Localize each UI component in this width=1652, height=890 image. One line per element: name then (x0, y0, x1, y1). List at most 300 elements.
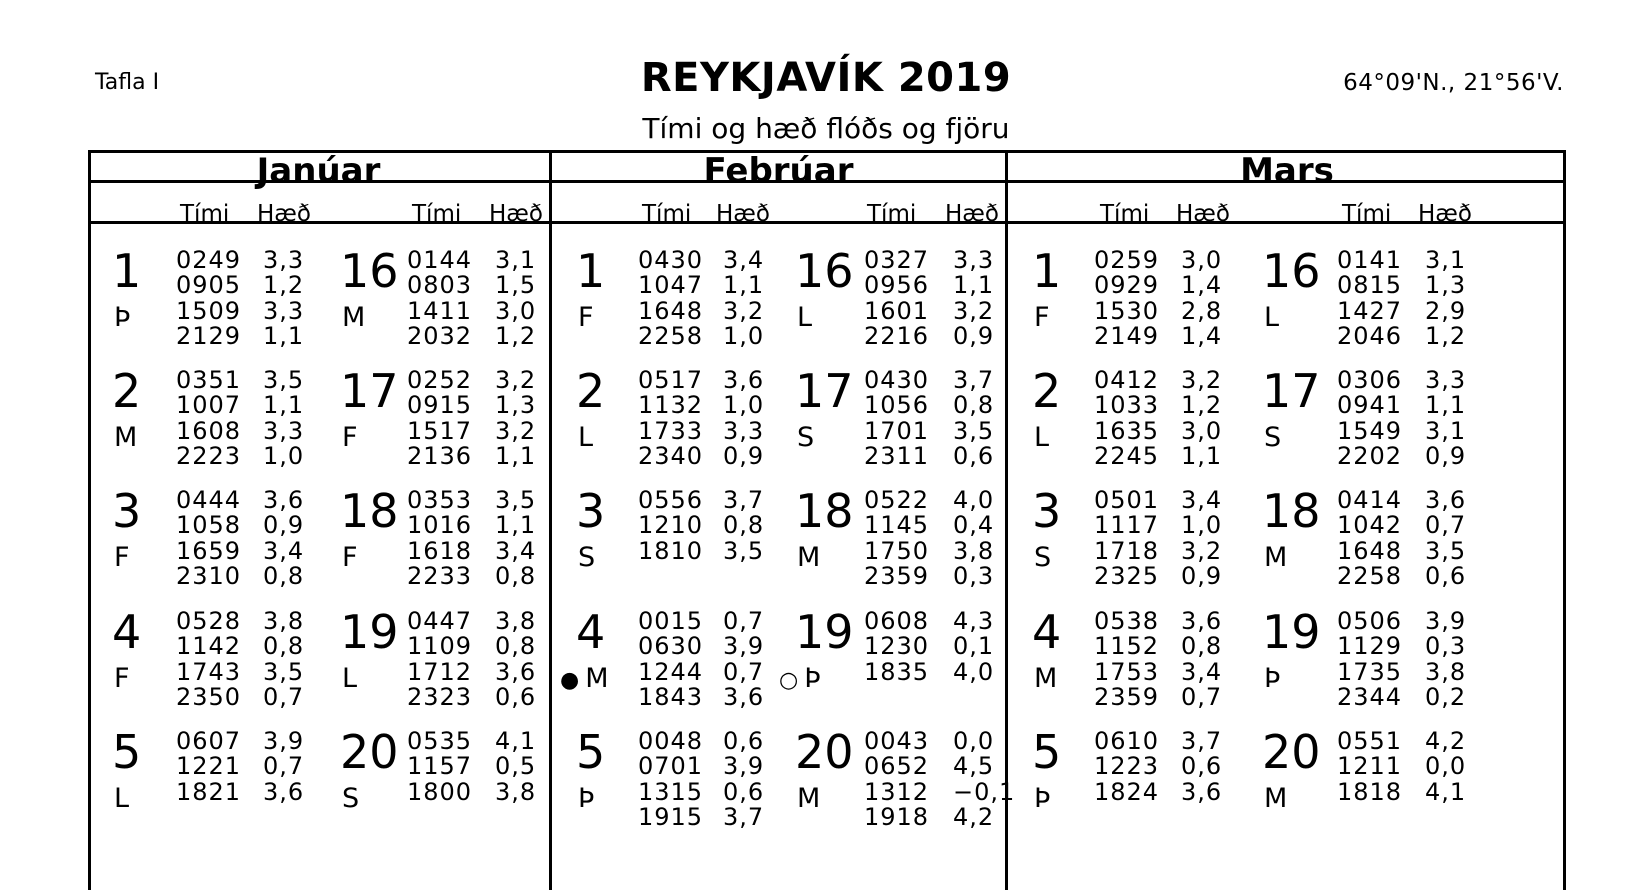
tide-heights (1425, 248, 1466, 349)
tide-height: 3,7 (723, 802, 765, 831)
tide-time: 0412 (1094, 366, 1160, 394)
tide-times (176, 729, 241, 805)
tide-time: 0141 (1337, 246, 1403, 274)
tide-height: 1,1 (1425, 391, 1467, 420)
tide-height: 1,0 (1181, 511, 1223, 540)
tide-height: 0,5 (495, 752, 537, 781)
tide-height: 1,1 (953, 271, 995, 300)
tide-time: 1517 (407, 416, 473, 445)
tide-time: 0522 (864, 486, 930, 514)
weekday-label: L (578, 422, 594, 453)
tide-time: 1152 (1094, 632, 1160, 661)
month-name: Janúar (256, 151, 381, 191)
weekday-label: M (585, 663, 609, 694)
tide-height: 3,3 (263, 416, 305, 445)
day-number: 16 (795, 244, 854, 298)
tide-time: 1109 (407, 632, 473, 661)
day-number: 19 (1262, 605, 1321, 659)
tide-time: 2344 (1337, 682, 1403, 711)
tide-time: 1129 (1337, 632, 1403, 661)
tide-time: 2233 (407, 561, 473, 590)
tide-time: 0351 (176, 366, 242, 394)
tide-height: 1,1 (495, 441, 537, 470)
tide-times (1094, 488, 1159, 589)
tide-height: 1,4 (1181, 271, 1223, 300)
tide-height: 3,5 (495, 486, 537, 514)
tide-height: 0,7 (723, 657, 765, 686)
tide-height: 3,9 (263, 727, 305, 755)
tide-time: 2323 (407, 682, 473, 711)
tide-time: 0652 (864, 752, 930, 781)
tide-heights (263, 248, 304, 349)
tide-height: 0,9 (953, 321, 995, 350)
tide-height: 3,7 (953, 366, 995, 394)
tide-heights (1425, 609, 1466, 710)
tide-height: 3,2 (953, 296, 995, 325)
tide-time: 1843 (638, 682, 704, 711)
tide-heights (263, 729, 304, 805)
weekday-letter (797, 304, 812, 332)
weekday-letter (578, 424, 593, 452)
tide-height: 0,6 (953, 441, 995, 470)
tide-height: 3,0 (1181, 416, 1223, 445)
tide-time: 2149 (1094, 321, 1160, 350)
weekday-letter (1264, 424, 1281, 452)
time-column-header: Tími (412, 201, 462, 227)
tide-time: 1608 (176, 416, 242, 445)
tide-time: 0252 (407, 366, 473, 394)
tide-height: 1,5 (495, 271, 537, 300)
weekday-label: M (1264, 542, 1288, 573)
tide-time: 1221 (176, 752, 242, 781)
tide-time: 2245 (1094, 441, 1160, 470)
tide-height: 3,8 (1425, 657, 1467, 686)
tide-times (407, 609, 472, 710)
weekday-letter (1034, 304, 1050, 332)
tide-height: 1,3 (495, 391, 537, 420)
tide-time: 1743 (176, 657, 242, 686)
table-label: Tafla I (95, 70, 160, 95)
tide-height: 1,2 (1425, 321, 1467, 350)
tide-height: 3,8 (953, 536, 995, 565)
tide-time: 2046 (1337, 321, 1403, 350)
tide-times (1337, 488, 1402, 589)
tide-height: 3,0 (495, 296, 537, 325)
tide-heights (1425, 368, 1466, 469)
tide-height: 3,4 (495, 536, 537, 565)
weekday-label: M (114, 422, 138, 453)
tide-time: 2310 (176, 561, 242, 590)
day-number: 4 (576, 605, 606, 659)
tide-time: 1824 (1094, 777, 1160, 806)
tide-time: 1549 (1337, 416, 1403, 445)
tide-heights (495, 248, 536, 349)
weekday-letter (342, 665, 357, 693)
tide-time: 1211 (1337, 752, 1403, 781)
tide-heights (1181, 488, 1222, 589)
weekday-label: F (114, 663, 130, 694)
tide-height: 3,2 (495, 366, 537, 394)
tide-height: 4,2 (953, 802, 995, 831)
weekday-letter (342, 544, 358, 572)
tide-height: 0,7 (1181, 682, 1223, 711)
weekday-letter (1034, 424, 1049, 452)
day-number: 5 (1032, 725, 1062, 779)
tide-height: 0,6 (495, 682, 537, 711)
tide-times (1094, 729, 1159, 805)
day-number: 20 (795, 725, 854, 779)
tide-height: 3,5 (263, 657, 305, 686)
tide-height: 1,0 (263, 441, 305, 470)
weekday-letter (1264, 544, 1287, 572)
tide-heights (1425, 729, 1466, 805)
day-number: 17 (1262, 364, 1321, 418)
tide-times (864, 609, 929, 685)
tide-time: 1635 (1094, 416, 1160, 445)
tide-time: 0048 (638, 727, 704, 755)
weekday-label: Þ (1034, 783, 1051, 814)
weekday-label: F (114, 542, 130, 573)
day-number: 16 (340, 244, 399, 298)
weekday-label: M (1264, 783, 1288, 814)
tide-height: 2,8 (1181, 296, 1223, 325)
weekday-letter (1264, 785, 1287, 813)
tide-time: 0630 (638, 632, 704, 661)
tide-time: 2258 (1337, 561, 1403, 590)
tide-heights (953, 488, 994, 589)
weekday-label: L (114, 783, 130, 814)
weekday-letter (114, 304, 130, 332)
tide-height: 4,0 (953, 486, 995, 514)
tide-time: 0447 (407, 607, 473, 635)
tide-times (176, 488, 241, 589)
weekday-letter (114, 785, 129, 813)
day-number: 1 (576, 244, 606, 298)
tide-height: 3,6 (495, 657, 537, 686)
tide-time: 1509 (176, 296, 242, 325)
tide-time: 0015 (638, 607, 704, 635)
tide-height: 0,9 (1181, 561, 1223, 590)
tide-times (407, 488, 472, 589)
day-number: 3 (112, 484, 142, 538)
tide-height: 4,2 (1425, 727, 1467, 755)
tide-time: 2325 (1094, 561, 1160, 590)
tide-time: 0803 (407, 271, 473, 300)
weekday-letter (1264, 665, 1280, 693)
tide-height: 0,0 (953, 727, 995, 755)
tide-time: 1618 (407, 536, 473, 565)
tide-height: 0,0 (1425, 752, 1467, 781)
tide-time: 1818 (1337, 777, 1403, 806)
tide-height: 0,8 (263, 561, 305, 590)
tide-height: 3,0 (1181, 246, 1223, 274)
weekday-label: F (1034, 302, 1050, 333)
weekday-letter (797, 785, 820, 813)
tide-heights (723, 488, 764, 564)
day-number: 17 (795, 364, 854, 418)
coordinates: 64°09'N., 21°56'V. (1343, 70, 1564, 96)
tide-time: 1712 (407, 657, 473, 686)
tide-time: 1007 (176, 391, 242, 420)
day-number: 18 (795, 484, 854, 538)
tide-time: 1810 (638, 536, 704, 565)
tide-height: 0,8 (1181, 632, 1223, 661)
tide-time: 0430 (864, 366, 930, 394)
tide-time: 1735 (1337, 657, 1403, 686)
tide-times (638, 248, 703, 349)
day-number: 5 (112, 725, 142, 779)
tide-height: 3,3 (953, 246, 995, 274)
tide-height: 3,4 (723, 246, 765, 274)
tide-height: 3,2 (723, 296, 765, 325)
tide-heights (723, 248, 764, 349)
tide-heights (1425, 488, 1466, 589)
weekday-label: L (1034, 422, 1050, 453)
height-column-header: Hæð (257, 201, 311, 227)
day-number: 17 (340, 364, 399, 418)
tide-times (407, 368, 472, 469)
tide-height: 3,9 (723, 632, 765, 661)
tide-time: 0430 (638, 246, 704, 274)
day-number: 4 (112, 605, 142, 659)
tide-times (1094, 368, 1159, 469)
tide-time: 2129 (176, 321, 242, 350)
tide-height: 1,2 (495, 321, 537, 350)
tide-time: 1230 (864, 632, 930, 661)
tide-heights (263, 609, 304, 710)
tide-heights (1181, 729, 1222, 805)
tide-heights (723, 609, 764, 710)
tide-times (864, 368, 929, 469)
tide-time: 0551 (1337, 727, 1403, 755)
tide-time: 0956 (864, 271, 930, 300)
tide-time: 1821 (176, 777, 242, 806)
tide-height: 1,1 (723, 271, 765, 300)
day-number: 3 (1032, 484, 1062, 538)
tide-time: 0528 (176, 607, 242, 635)
tide-heights (723, 368, 764, 469)
tide-heights (263, 368, 304, 469)
tide-height: 3,9 (1425, 607, 1467, 635)
tide-time: 1835 (864, 657, 930, 686)
tide-height: 4,0 (953, 657, 995, 686)
tide-times (1094, 248, 1159, 349)
tide-times (1337, 368, 1402, 469)
tide-height: 0,9 (723, 441, 765, 470)
tide-heights (1181, 368, 1222, 469)
tide-times (638, 488, 703, 564)
tide-height: 0,4 (953, 511, 995, 540)
tide-times (638, 609, 703, 710)
tide-time: 1701 (864, 416, 930, 445)
tide-time: 1718 (1094, 536, 1160, 565)
tide-time: 1033 (1094, 391, 1160, 420)
time-column-header: Tími (867, 201, 917, 227)
day-number: 18 (340, 484, 399, 538)
tide-times (638, 729, 703, 830)
tide-height: 1,0 (723, 391, 765, 420)
tide-height: 3,5 (1425, 536, 1467, 565)
tide-time: 0506 (1337, 607, 1403, 635)
tide-height: 0,8 (953, 391, 995, 420)
tide-height: 0,7 (263, 752, 305, 781)
tide-time: 1411 (407, 296, 473, 325)
tide-times (864, 248, 929, 349)
tide-height: 1,1 (1181, 441, 1223, 470)
weekday-letter (114, 665, 130, 693)
tide-height: 3,5 (723, 536, 765, 565)
weekday-letter (797, 544, 820, 572)
height-column-header: Hæð (1418, 201, 1472, 227)
weekday-label: S (1264, 422, 1282, 453)
weekday-label: S (1034, 542, 1052, 573)
tide-time: 1210 (638, 511, 704, 540)
tide-times (407, 729, 472, 805)
tide-height: 3,1 (1425, 416, 1467, 445)
weekday-letter (342, 785, 359, 813)
weekday-label: M (1034, 663, 1058, 694)
height-column-header: Hæð (945, 201, 999, 227)
tide-height: 3,8 (263, 607, 305, 635)
weekday-letter (578, 544, 595, 572)
weekday-letter (1264, 304, 1279, 332)
new-moon-icon: ● (560, 668, 580, 693)
tide-height: 3,3 (1425, 366, 1467, 394)
tide-time: 2311 (864, 441, 930, 470)
weekday-letter (779, 665, 821, 695)
tide-time: 1132 (638, 391, 704, 420)
tide-heights (1181, 248, 1222, 349)
tide-time: 1648 (1337, 536, 1403, 565)
tide-time: 0941 (1337, 391, 1403, 420)
day-number: 18 (1262, 484, 1321, 538)
tide-height: 0,6 (723, 727, 765, 755)
weekday-letter (560, 665, 609, 695)
tide-height: 3,3 (263, 246, 305, 274)
tide-time: 0608 (864, 607, 930, 635)
day-number: 19 (340, 605, 399, 659)
tide-time: 0535 (407, 727, 473, 755)
tide-heights (263, 488, 304, 589)
tide-time: 1427 (1337, 296, 1403, 325)
tide-time: 0144 (407, 246, 473, 274)
tide-height: 3,1 (1425, 246, 1467, 274)
tide-height: 3,8 (495, 607, 537, 635)
tide-time: 0259 (1094, 246, 1160, 274)
tide-times (176, 248, 241, 349)
tide-heights (495, 609, 536, 710)
day-number: 19 (795, 605, 854, 659)
tide-time: 0556 (638, 486, 704, 514)
tide-time: 2359 (864, 561, 930, 590)
weekday-label: S (578, 542, 596, 573)
tide-height: 3,6 (1181, 607, 1223, 635)
tide-time: 1244 (638, 657, 704, 686)
tide-time: 0929 (1094, 271, 1160, 300)
tide-time: 1312 (864, 777, 930, 806)
month-name: Mars (1240, 151, 1334, 191)
tide-time: 0249 (176, 246, 242, 274)
tide-height: 3,6 (263, 486, 305, 514)
weekday-label: L (797, 302, 813, 333)
tide-times (864, 729, 929, 830)
tide-times (1337, 609, 1402, 710)
tide-height: 3,2 (495, 416, 537, 445)
tide-time: 1142 (176, 632, 242, 661)
time-column-header: Tími (1100, 201, 1150, 227)
tide-height: −0,1 (953, 777, 1016, 806)
tide-height: 0,3 (953, 561, 995, 590)
tide-height: 0,6 (723, 777, 765, 806)
tide-heights (953, 248, 994, 349)
tide-time: 1915 (638, 802, 704, 831)
tide-height: 1,4 (1181, 321, 1223, 350)
tide-height: 0,1 (953, 632, 995, 661)
tide-height: 3,5 (263, 366, 305, 394)
tide-height: 3,6 (1425, 486, 1467, 514)
tide-heights (953, 729, 1015, 830)
tide-height: 0,7 (723, 607, 765, 635)
tide-time: 1058 (176, 511, 242, 540)
tide-time: 0306 (1337, 366, 1403, 394)
weekday-letter (114, 544, 130, 572)
tide-height: 3,3 (263, 296, 305, 325)
day-number: 2 (576, 364, 606, 418)
day-number: 1 (112, 244, 142, 298)
tide-time: 1918 (864, 802, 930, 831)
weekday-label: S (797, 422, 815, 453)
tide-height: 3,2 (1181, 366, 1223, 394)
weekday-label: M (797, 542, 821, 573)
day-number: 2 (112, 364, 142, 418)
tide-height: 0,7 (263, 682, 305, 711)
tide-times (1337, 248, 1402, 349)
tide-time: 2223 (176, 441, 242, 470)
weekday-letter (578, 785, 594, 813)
tide-time: 1750 (864, 536, 930, 565)
tide-times (638, 368, 703, 469)
time-column-header: Tími (642, 201, 692, 227)
tide-height: 3,4 (263, 536, 305, 565)
tide-time: 2350 (176, 682, 242, 711)
tide-height: 0,7 (1425, 511, 1467, 540)
tide-height: 0,6 (1181, 752, 1223, 781)
tide-time: 2258 (638, 321, 704, 350)
tide-times (1337, 729, 1402, 805)
weekday-letter (1034, 665, 1057, 693)
height-column-header: Hæð (1176, 201, 1230, 227)
tide-height: 0,3 (1425, 632, 1467, 661)
time-column-header: Tími (180, 201, 230, 227)
tide-height: 3,4 (1181, 657, 1223, 686)
tide-time: 0538 (1094, 607, 1160, 635)
tide-height: 0,6 (1425, 561, 1467, 590)
tide-heights (1181, 609, 1222, 710)
tide-time: 0414 (1337, 486, 1403, 514)
tide-time: 1659 (176, 536, 242, 565)
tide-height: 1,2 (263, 271, 305, 300)
weekday-label: F (342, 422, 358, 453)
tide-time: 2340 (638, 441, 704, 470)
tide-height: 3,6 (1181, 777, 1223, 806)
tide-time: 0610 (1094, 727, 1160, 755)
tide-height: 4,1 (1425, 777, 1467, 806)
day-number: 4 (1032, 605, 1062, 659)
tide-height: 3,4 (1181, 486, 1223, 514)
tide-time: 1753 (1094, 657, 1160, 686)
weekday-letter (342, 424, 358, 452)
weekday-label: F (342, 542, 358, 573)
